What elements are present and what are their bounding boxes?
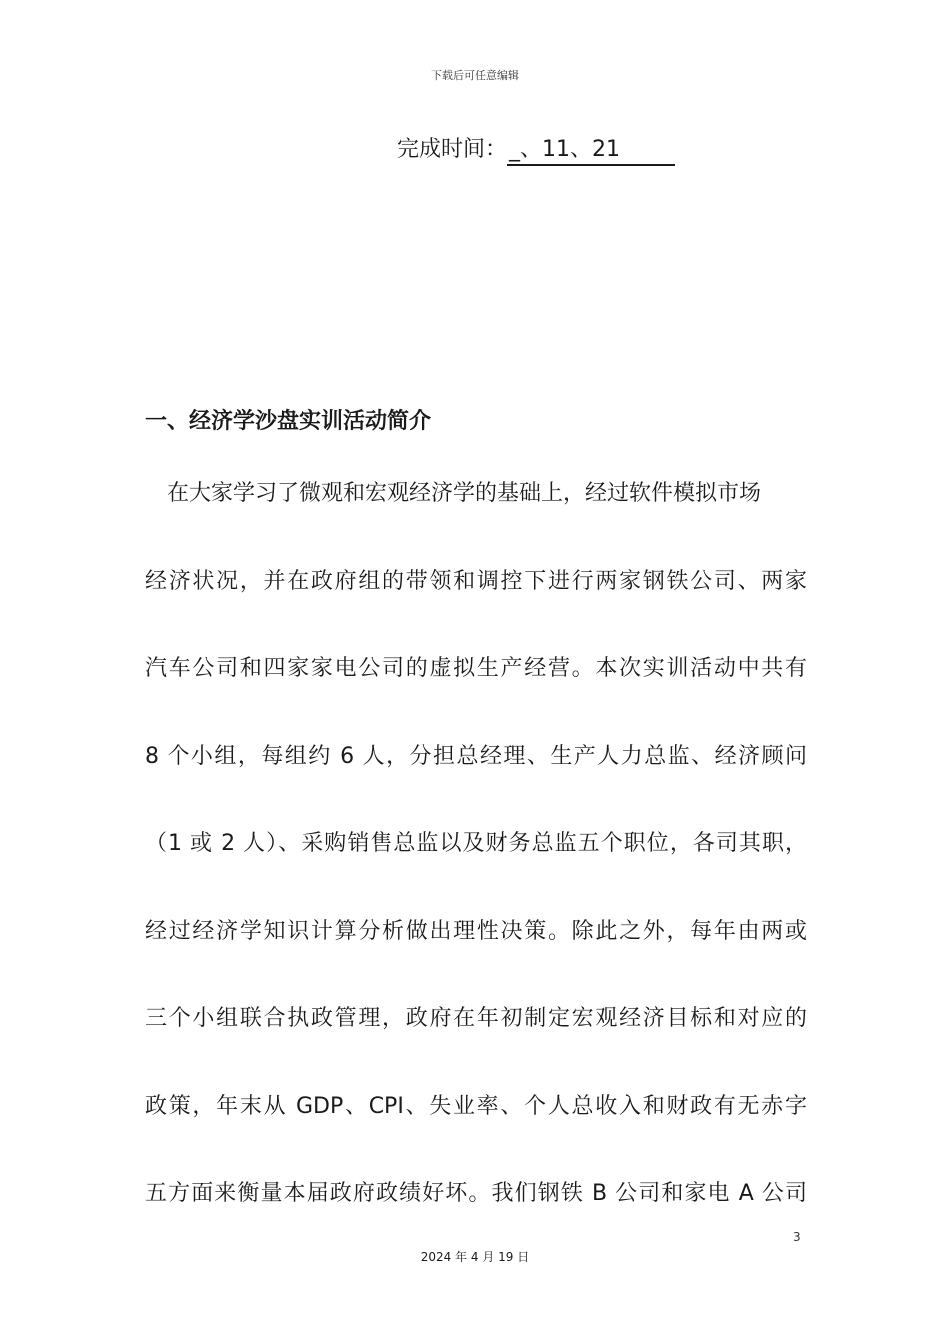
paragraph-line: 经过经济学知识计算分析做出理性决策。除此之外，每年由两或 <box>145 919 807 944</box>
section-heading: 一、经济学沙盘实训活动简介 <box>145 409 432 434</box>
paragraph-line: （1 或 2 人）、采购销售总监以及财务总监五个职位，各司其职， <box>145 831 807 856</box>
header-note: 下载后可任意编辑 <box>431 69 519 82</box>
paragraph-line: 五方面来衡量本届政府政绩好坏。我们钢铁 B 公司和家电 A 公司 <box>145 1181 807 1206</box>
page-number: 3 <box>793 1230 801 1244</box>
completion-value: _、11、21 <box>507 136 675 166</box>
paragraph-line: 三个小组联合执政管理，政府在年初制定宏观经济目标和对应的 <box>145 1006 807 1031</box>
paragraph-line: 政策，年末从 GDP、CPI、失业率、个人总收入和财政有无赤字 <box>145 1094 807 1119</box>
completion-time <box>397 134 675 166</box>
completion-label: 完成时间： <box>397 137 508 162</box>
paragraph-line: 在大家学习了微观和宏观经济学的基础上，经过软件模拟市场 <box>167 481 762 506</box>
paragraph-line: 8 个小组，每组约 6 人，分担总经理、生产人力总监、经济顾问 <box>145 744 807 769</box>
paragraph-line: 经济状况，并在政府组的带领和调控下进行两家钢铁公司、两家 <box>145 569 807 594</box>
paragraph-line: 汽车公司和四家家电公司的虚拟生产经营。本次实训活动中共有 <box>145 656 807 681</box>
footer-date: 2024 年 4 月 19 日 <box>420 1250 530 1264</box>
